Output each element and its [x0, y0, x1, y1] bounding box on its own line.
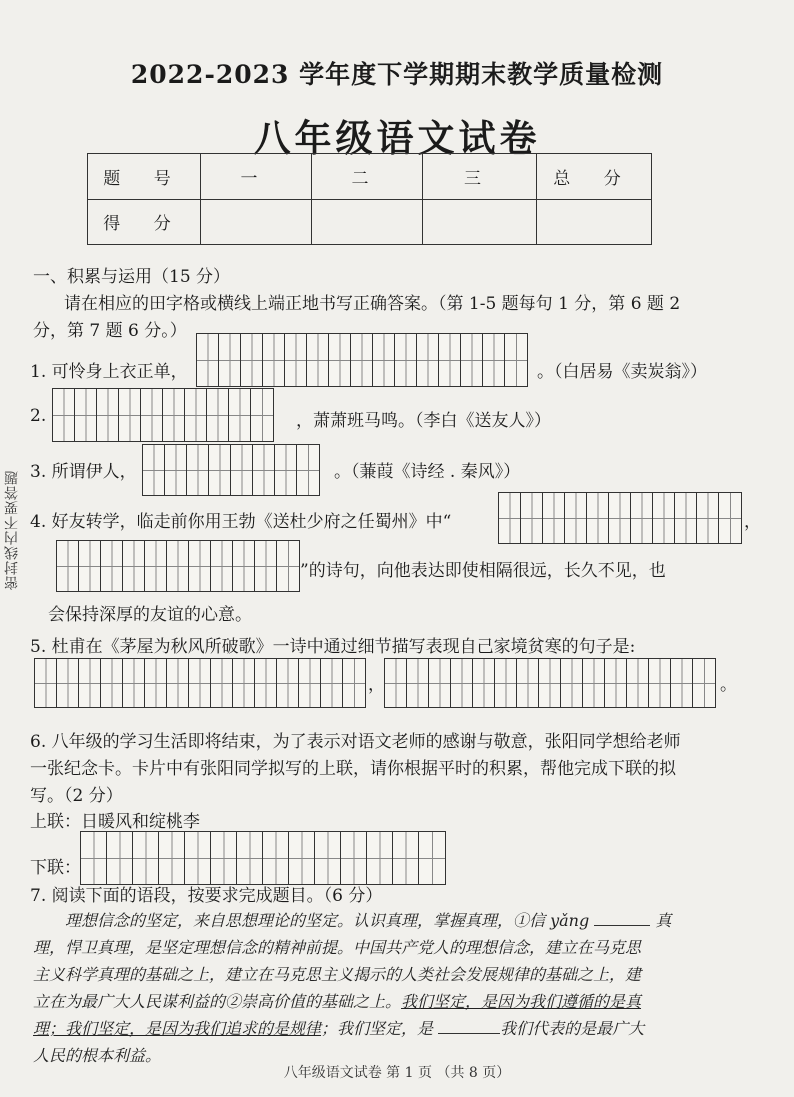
score-cell: 得 分	[88, 199, 201, 245]
question-5-text: 5. 杜甫在《茅屋为秋风所破歌》一诗中通过细节描写表现自己家境贫寒的句子是:	[30, 637, 636, 657]
question-4-comma: ，	[744, 512, 761, 532]
blank-line[interactable]	[594, 925, 650, 926]
score-cell: 三	[423, 154, 537, 200]
question-6-text: 6. 八年级的学习生活即将结束，为了表示对语文老师的感谢与敬意，张阳同学想给老师	[30, 732, 681, 752]
score-input-cell[interactable]	[201, 199, 312, 245]
score-table	[87, 153, 652, 245]
answer-grid-q5a[interactable]	[34, 658, 366, 708]
exam-subtitle: 八年级语文试卷	[253, 116, 541, 160]
question-5-comma: ，	[368, 675, 385, 695]
answer-grid-q6[interactable]	[80, 831, 446, 885]
score-input-cell[interactable]	[537, 199, 652, 245]
score-cell: 二	[312, 154, 423, 200]
score-cell: 总 分	[537, 154, 652, 200]
question-1-text: 1. 可怜身上衣正单，	[30, 362, 188, 382]
question-7-heading: 7. 阅读下面的语段，按要求完成题目。（6 分）	[30, 886, 383, 906]
passage-line: 立在为最广大人民谋利益的②崇高价值的基础之上。	[33, 992, 402, 1011]
question-3-text: 3. 所谓伊人，	[30, 462, 137, 482]
score-table-score-row	[88, 199, 652, 245]
page-footer: 八年级语文试卷 第 1 页 （共 8 页）	[283, 1065, 511, 1081]
blank-line[interactable]	[438, 1033, 500, 1034]
question-2-source: ，萧萧班马鸣。（李白《送友人》）	[296, 411, 551, 431]
answer-grid-q2[interactable]	[52, 388, 274, 442]
exam-title: 2022-2023 学年度下学期期末教学质量检测	[130, 60, 664, 89]
couplet-lower-label: 下联：	[30, 858, 81, 878]
score-input-cell[interactable]	[312, 199, 423, 245]
question-4-text: 4. 好友转学，临走前你用王勃《送杜少府之任蜀州》中“	[30, 512, 452, 532]
passage-line: 我们代表的是最广大	[500, 1019, 645, 1038]
score-input-cell[interactable]	[423, 199, 537, 245]
question-3-source: 。（蒹葭《诗经 . 秦风》）	[334, 462, 521, 482]
question-1-source: 。（白居易《卖炭翁》）	[537, 362, 707, 382]
question-7-passage	[33, 907, 728, 1069]
seal-line-note: 密封线内不要答题	[4, 470, 20, 590]
answer-grid-q4b[interactable]	[56, 540, 300, 592]
answer-grid-q4a[interactable]	[498, 492, 742, 544]
answer-grid-q3[interactable]	[142, 444, 320, 496]
passage-line: 主义科学真理的基础之上，建立在马克思主义揭示的人类社会发展规律的基础之上，建	[33, 965, 642, 984]
score-cell: 题 号	[88, 154, 201, 200]
answer-grid-q5b[interactable]	[384, 658, 716, 708]
question-6-text: 一张纪念卡。卡片中有张阳同学拟写的上联，请你根据平时的积累，帮他完成下联的拟	[30, 759, 676, 779]
underlined-text: 我们坚定，是因为我们遵循的是真	[401, 992, 642, 1011]
instructions: 请在相应的田字格或横线上端正地书写正确答案。（第 1-5 题每句 1 分，第 6 题 2	[64, 294, 681, 314]
passage-line: 理，悍卫真理，是坚定理想信念的精神前提。中国共产党人的理想信念，建立在马克思	[33, 938, 642, 957]
section-heading: 一、积累与运用（15 分）	[33, 267, 231, 287]
instructions: 分，第 7 题 6 分。）	[33, 321, 187, 341]
score-cell: 一	[201, 154, 312, 200]
question-2-text: 2.	[30, 406, 47, 426]
underlined-text: 理；我们坚定，是因为我们追求的是规律	[33, 1019, 322, 1038]
passage-line: 理想信念的坚定，来自思想理论的坚定。认识真理，掌握真理，①信 yǎng	[65, 911, 590, 930]
couplet-upper: 上联：日暖风和绽桃李	[30, 812, 200, 832]
question-4-text-cont: ”的诗句，向他表达即使相隔很远，长久不见，也	[300, 561, 666, 581]
passage-line: ；我们坚定，是	[321, 1019, 434, 1038]
question-5-end: 。	[720, 675, 737, 695]
passage-line: 真	[655, 911, 672, 930]
answer-grid-q1[interactable]	[196, 333, 528, 387]
passage-line: 人民的根本利益。	[33, 1046, 162, 1065]
question-4-text-end: 会保持深厚的友谊的心意。	[48, 605, 252, 625]
score-table-header-row	[88, 154, 652, 200]
question-6-text: 写。（2 分）	[30, 786, 123, 806]
